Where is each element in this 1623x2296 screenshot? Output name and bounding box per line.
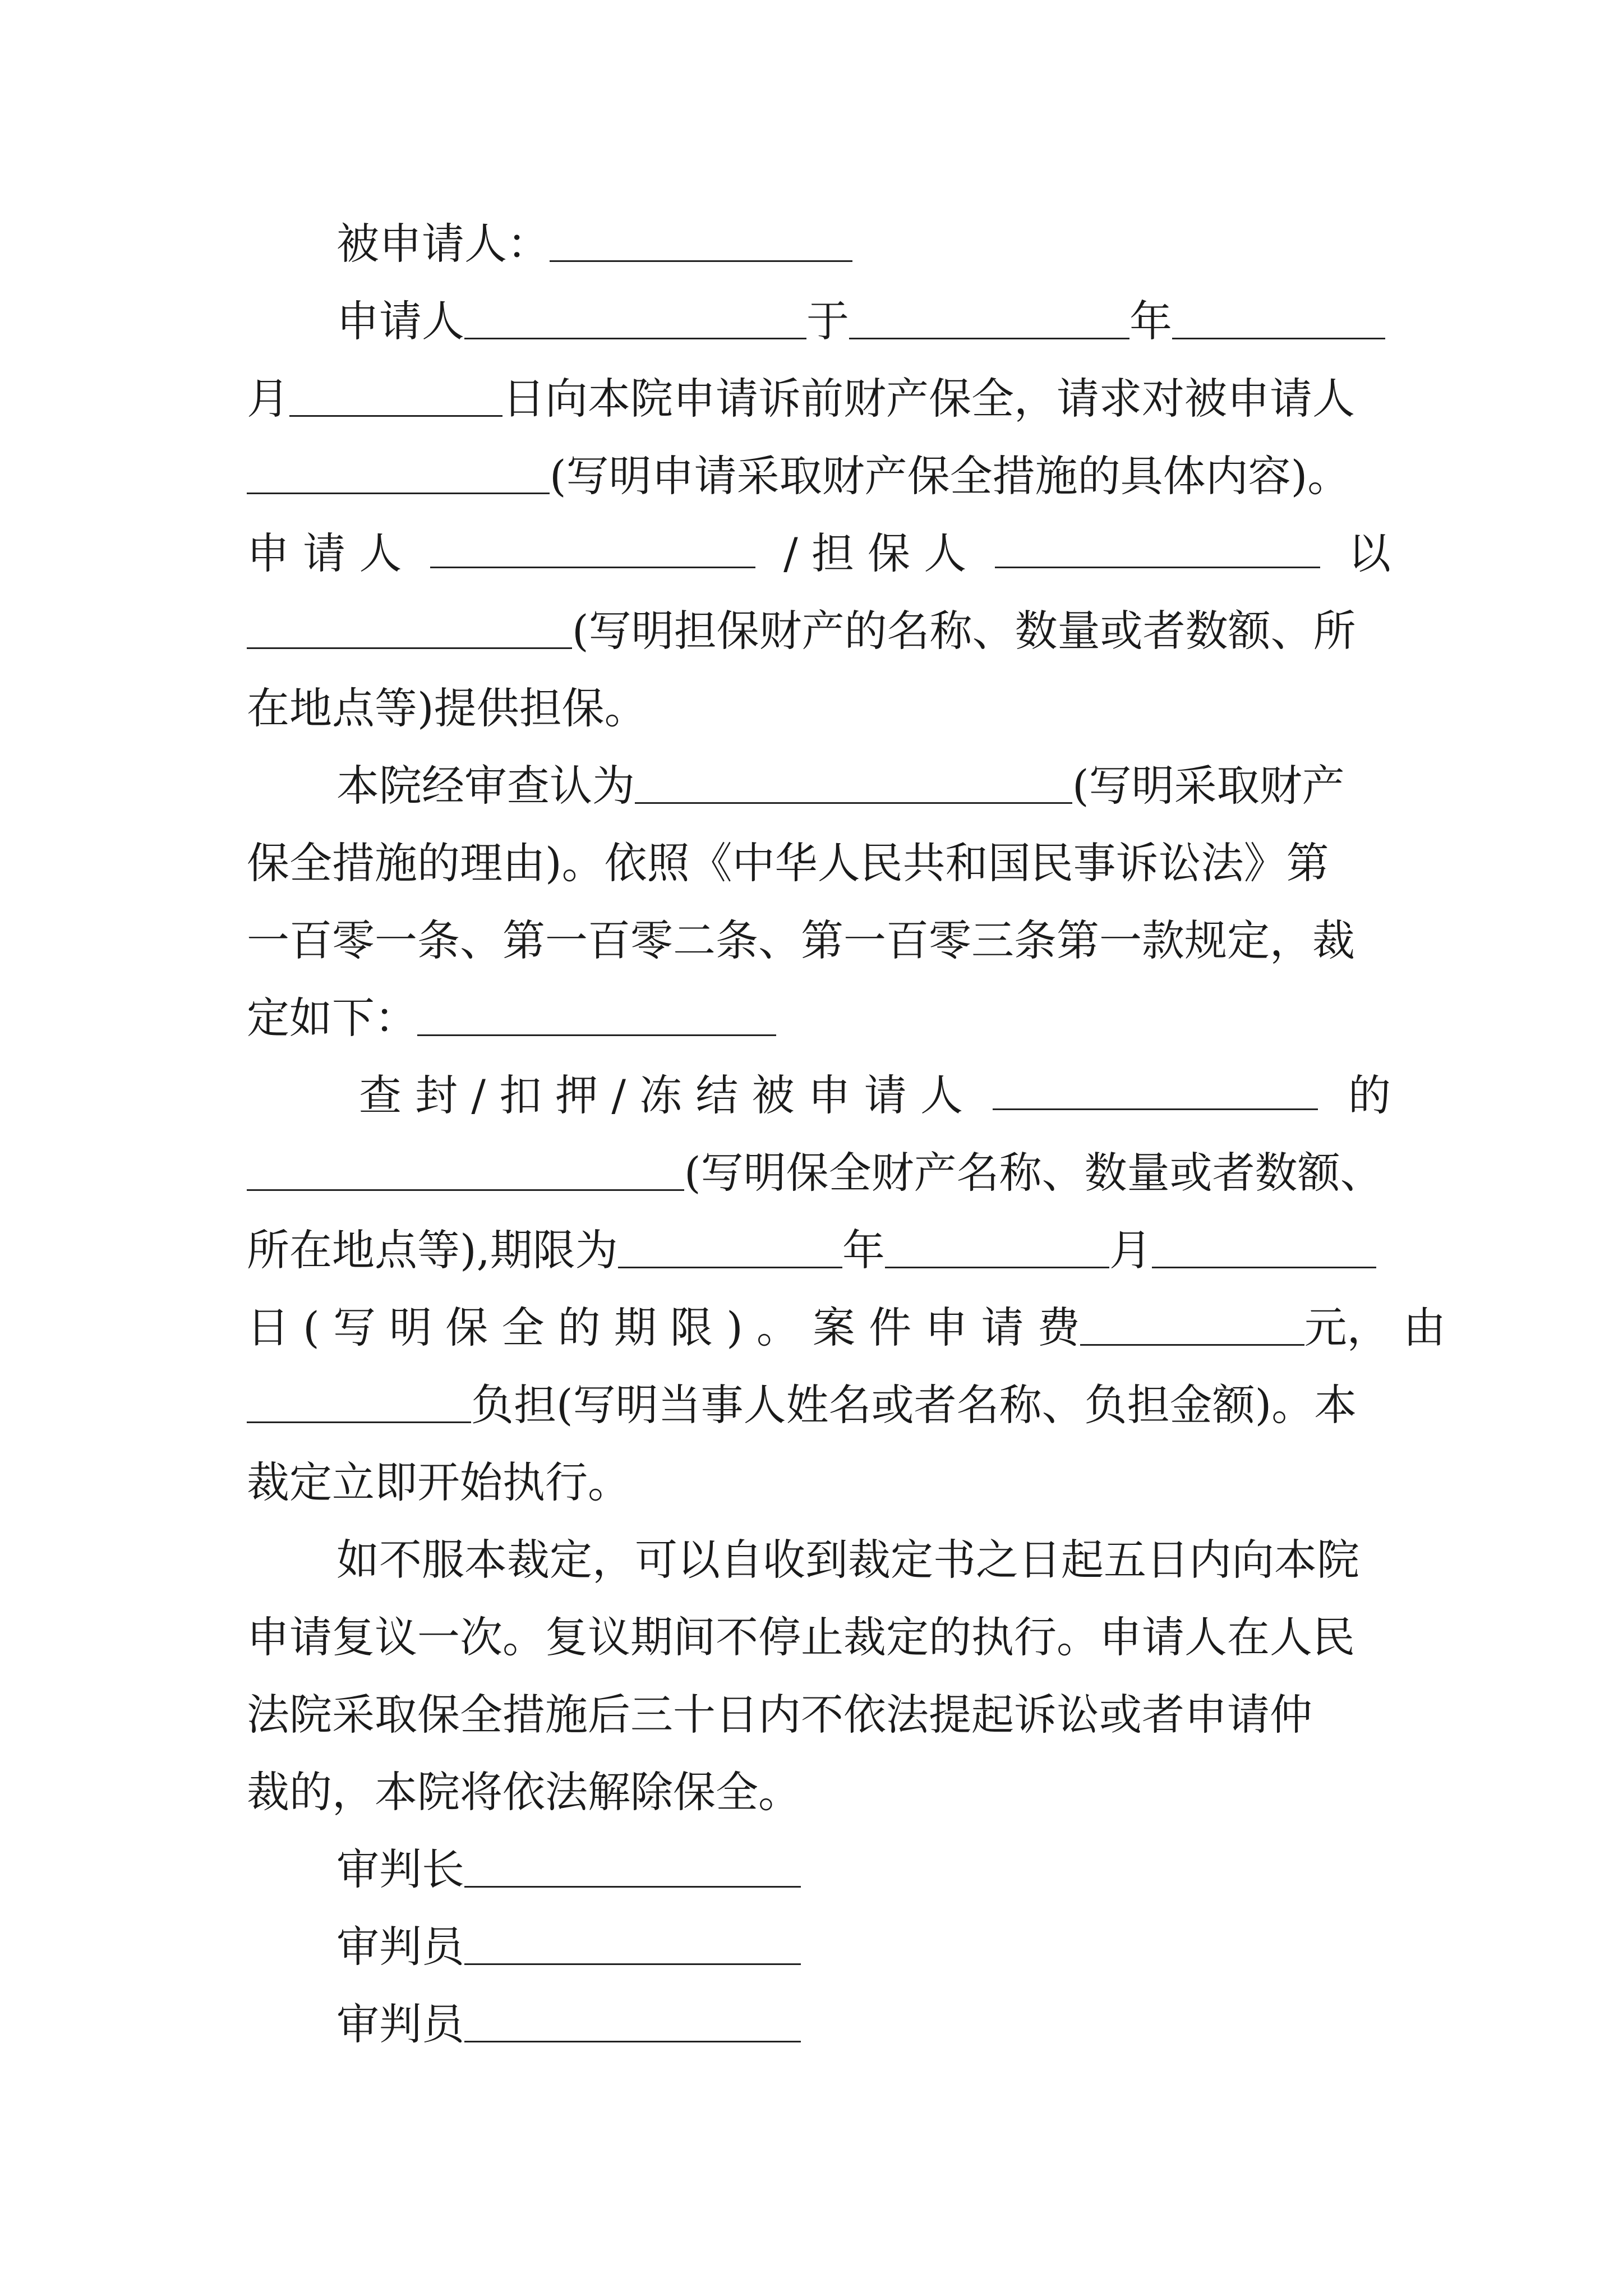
term-year-label: 年 — [842, 1225, 885, 1275]
para3-line4 — [247, 1297, 1446, 1359]
para3-line5-text: 负担(写明当事人姓名或者名称、负担金额)。本 — [471, 1380, 1357, 1430]
judge-1-label: 审判员 — [336, 1922, 464, 1972]
fee-label: 日 ( 写 明 保 全 的 期 限 ) 。 案 件 申 请 费 — [247, 1303, 1080, 1352]
chief-judge-line — [247, 1839, 1481, 1901]
preserved-property-blank — [247, 1149, 684, 1191]
para1-line2-text: 日向本院申请诉前财产保全，请求对被申请人 — [502, 374, 1355, 424]
para2-line2 — [247, 832, 1391, 894]
para2-line3-text: 一百零一条、第一百零二条、第一百零三条第一款规定，裁 — [247, 915, 1355, 965]
para1-line6-text: 在地点等)提供担保。 — [247, 683, 647, 733]
term-year-blank — [618, 1226, 842, 1268]
para2-line4 — [247, 987, 1391, 1049]
para1-line2 — [247, 368, 1391, 430]
term-month-blank — [885, 1226, 1109, 1268]
judge-1-line — [247, 1916, 1481, 1978]
yi-label: 以 — [1348, 528, 1391, 578]
date-blank — [849, 297, 1129, 339]
para4-line4-text: 裁的，本院将依法解除保全。 — [247, 1767, 801, 1817]
month-label: 月 — [247, 374, 289, 424]
para4-line1-text: 如不服本裁定，可以自收到裁定书之日起五日内向本院 — [336, 1535, 1359, 1585]
yu-label: 于 — [806, 296, 849, 346]
para1-line6 — [247, 678, 1391, 739]
term-label: 所在地点等),期限为 — [247, 1225, 618, 1275]
term-day-blank — [1152, 1226, 1376, 1268]
respondent-line — [247, 213, 1481, 275]
para1-line3 — [247, 445, 1391, 507]
review-reason-blank — [635, 762, 1072, 804]
respondent-label: 被申请人： — [336, 219, 550, 269]
fee-blank — [1080, 1304, 1304, 1346]
para3-line5 — [247, 1374, 1391, 1436]
year-label: 年 — [1129, 296, 1172, 346]
para3-line2 — [247, 1142, 1391, 1204]
fee-unit-label: 元， 由 — [1304, 1303, 1446, 1352]
judge-2-blank — [464, 2000, 801, 2042]
seal-freeze-label: 查 封 / 扣 押 / 冻 结 被 申 请 人 — [359, 1070, 963, 1120]
para1-line5 — [247, 600, 1391, 662]
para3-line2-text: (写明保全财产名称、数量或者数额、 — [684, 1148, 1383, 1198]
para2-line2-text: 保全措施的理由)。依照《中华人民共和国民事诉讼法》第 — [247, 838, 1329, 888]
payer-blank — [247, 1381, 471, 1423]
respondent-blank — [550, 220, 852, 262]
judge-2-line — [247, 1994, 1481, 2055]
para3-line3 — [247, 1220, 1391, 1281]
para1-line1 — [247, 291, 1481, 352]
para2-line1-b: (写明采取财产 — [1072, 761, 1345, 811]
para3-line1 — [359, 1065, 1391, 1126]
judge-1-blank — [464, 1923, 801, 1965]
para4-line2 — [247, 1607, 1391, 1668]
judge-2-label: 审判员 — [336, 1999, 464, 2049]
para1-line5-text: (写明担保财产的名称、数量或者数额、所 — [572, 606, 1356, 656]
applicant-blank — [464, 297, 806, 339]
applicant-label: 申请人 — [336, 296, 464, 346]
para2-line4-text: 定如下： — [247, 993, 417, 1043]
respondent2-blank — [993, 1068, 1318, 1110]
term-month-label: 月 — [1109, 1225, 1152, 1275]
para4-line3 — [247, 1684, 1391, 1746]
para1-line3-text: (写明申请采取财产保全措施的具体内容)。 — [550, 451, 1350, 501]
chief-judge-blank — [464, 1846, 801, 1888]
applicant2-blank — [430, 526, 755, 568]
chief-judge-label: 审判长 — [336, 1844, 464, 1894]
guarantor-blank — [995, 526, 1320, 568]
para4-line2-text: 申请复议一次。复议期间不停止裁定的执行。申请人在人民 — [247, 1612, 1355, 1662]
security-property-blank — [247, 607, 572, 649]
para3-line6 — [247, 1452, 1391, 1513]
ruling-blank — [417, 994, 776, 1036]
para4-line1 — [247, 1529, 1481, 1591]
para4-line4 — [247, 1761, 1391, 1823]
para2-line3 — [247, 910, 1391, 972]
para1-line4 — [247, 523, 1391, 585]
para2-line1 — [247, 755, 1481, 817]
de-label: 的 — [1348, 1070, 1391, 1120]
year-blank — [1172, 297, 1385, 339]
applicant-spaced-label: 申 请 人 — [247, 528, 402, 578]
month-blank — [289, 375, 502, 417]
para4-line3-text: 法院采取保全措施后三十日内不依法提起诉讼或者申请仲 — [247, 1690, 1312, 1740]
measures-blank — [247, 452, 550, 494]
para2-line1-a: 本院经审查认为 — [336, 761, 635, 811]
para3-line6-text: 裁定立即开始执行。 — [247, 1457, 630, 1507]
guarantor-label: / 担 保 人 — [783, 528, 967, 578]
